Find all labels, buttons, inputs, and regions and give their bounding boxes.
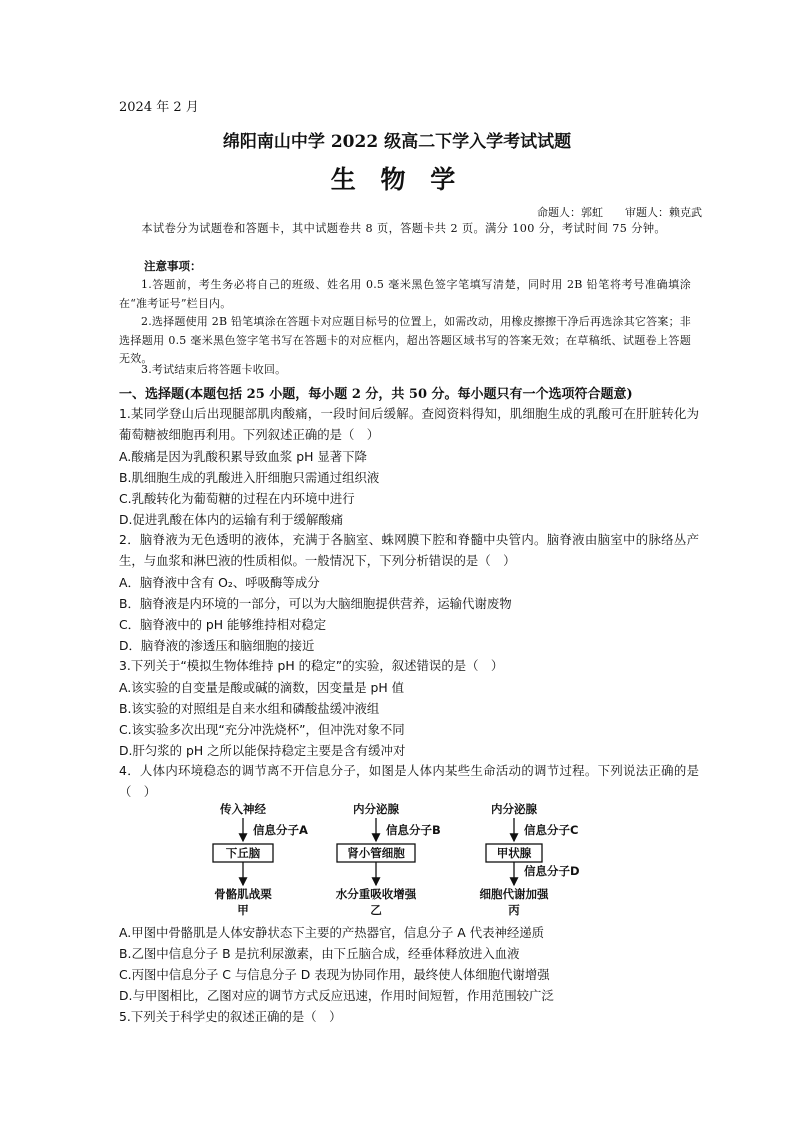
panel-result: 水分重吸收增强 <box>335 887 417 901</box>
question-option: A.甲图中骨骼肌是人体安静状态下主要的产热器官，信息分子 A 代表神经递质 <box>119 925 545 940</box>
question-stem: 2．脑脊液为无色透明的液体，充满于各脑室、蛛网膜下腔和脊髓中央管内。脑脊液由脑室中的脉络丛产生，与血浆和淋巴液的性质相似。一般情况下，下列分析错误的是（ ） <box>119 532 699 568</box>
panel-source: 传入神经 <box>220 802 266 816</box>
panel-label: 乙 <box>370 903 382 917</box>
setter: 命题人：郭虹 <box>537 206 603 219</box>
diagram-panel-jia <box>213 802 308 917</box>
question-option: B．脑脊液是内环境的一部分，可以为大脑细胞提供营养，运输代谢废物 <box>119 596 512 611</box>
question-option: D.与甲图相比，乙图对应的调节方式反应迅速，作用时间短暂，作用范围较广泛 <box>119 988 554 1003</box>
diagram-panel-yi <box>336 802 441 917</box>
panel-signal: 信息分子C <box>524 823 579 837</box>
panel-source: 内分泌腺 <box>491 802 537 816</box>
panel-target: 肾小管细胞 <box>347 846 405 860</box>
question-stem: 4．人体内环境稳态的调节离不开信息分子，如图是人体内某些生命活动的调节过程。下列说法正确的是（ ） <box>119 763 699 799</box>
panel-result: 骨骼肌战栗 <box>214 887 272 901</box>
question-stem: 1.某同学登山后出现腿部肌肉酸痛，一段时间后缓解。查阅资料得知，肌细胞生成的乳酸可在肝脏转化为葡萄糖被细胞再利用。下列叙述正确的是（ ） <box>119 406 699 442</box>
question-stem: 3.下列关于“模拟生物体维持 pH 的稳定”的实验，叙述错误的是（ ） <box>119 658 504 673</box>
question-option: C．脑脊液中的 pH 能够维持相对稳定 <box>119 617 327 632</box>
exam-title: 绵阳南山中学 2022 级高二下学入学考试试题 <box>222 132 572 152</box>
question-option: B.该实验的对照组是自来水组和磷酸盐缓冲液组 <box>119 701 380 716</box>
panel-target: 下丘脑 <box>225 846 261 860</box>
question-option: D．脑脊液的渗透压和脑细胞的接近 <box>119 638 315 653</box>
question-option: B.肌细胞生成的乳酸进入肝细胞只需通过组织液 <box>119 470 380 485</box>
question-option: A.该实验的自变量是酸或碱的滴数，因变量是 pH 值 <box>119 680 405 695</box>
panel-label: 甲 <box>237 903 249 917</box>
note-item: 1.答题前，考生务必将自己的班级、姓名用 0.5 毫米黑色签字笔填写清楚，同时用 2B 铅笔将考号准确填涂在“准考证号”栏目内。 <box>119 278 691 310</box>
diagram-panel-bing <box>480 802 580 917</box>
author-line <box>537 204 702 220</box>
panel-target: 甲状腺 <box>496 846 532 860</box>
notes-heading: 注意事项： <box>144 259 202 273</box>
panel-label: 丙 <box>508 903 520 917</box>
subject-title: 生 物 学 <box>330 165 464 194</box>
note-item: 2.选择题使用 2B 铅笔填涂在答题卡对应题目标号的位置上，如需改动，用橡皮擦擦干净后再选涂其它答案；非选择题用 0.5 毫米黑色签字笔书写在答题卡的对应框内，超出答题区域书写的答案无效；在草稿纸、试题卷上答题无效。 <box>119 315 691 365</box>
panel-signal: 信息分子B <box>386 823 441 837</box>
question-option: C.丙图中信息分子 C 与信息分子 D 表现为协同作用，最终使人体细胞代谢增强 <box>119 967 550 982</box>
panel-signal-2: 信息分子D <box>524 864 580 878</box>
question-option: C.该实验多次出现“充分冲洗烧杯”，但冲洗对象不同 <box>119 722 405 737</box>
exam-intro: 本试卷分为试题卷和答题卡，其中试题卷共 8 页，答题卡共 2 页。满分 100 分，考试时间 75 分钟。 <box>141 222 666 235</box>
panel-result: 细胞代谢加强 <box>479 887 549 901</box>
reviewer: 审题人：赖克武 <box>625 206 702 219</box>
question-option: D.肝匀浆的 pH 之所以能保持稳定主要是含有缓冲对 <box>119 743 406 758</box>
note-item: 3.考试结束后将答题卡收回。 <box>141 363 287 376</box>
section-title: 一、选择题(本题包括 25 小题，每小题 2 分，共 50 分。每小题只有一个选项符合题意) <box>119 387 633 402</box>
panel-source: 内分泌腺 <box>353 802 399 816</box>
exam-date: 2024 年 2 月 <box>119 100 199 115</box>
question-option: D.促进乳酸在体内的运输有利于缓解酸痛 <box>119 512 344 527</box>
question-option: A．脑脊液中含有 O₂、呼吸酶等成分 <box>119 575 320 590</box>
question-option: A.酸痛是因为乳酸积累导致血浆 pH 显著下降 <box>119 449 367 464</box>
panel-signal: 信息分子A <box>253 823 308 837</box>
regulation-diagram <box>200 800 620 918</box>
question-option: C.乳酸转化为葡萄糖的过程在内环境中进行 <box>119 491 355 506</box>
question-stem: 5.下列关于科学史的叙述正确的是（ ） <box>119 1009 342 1024</box>
question-option: B.乙图中信息分子 B 是抗利尿激素，由下丘脑合成，经垂体释放进入血液 <box>119 946 520 961</box>
